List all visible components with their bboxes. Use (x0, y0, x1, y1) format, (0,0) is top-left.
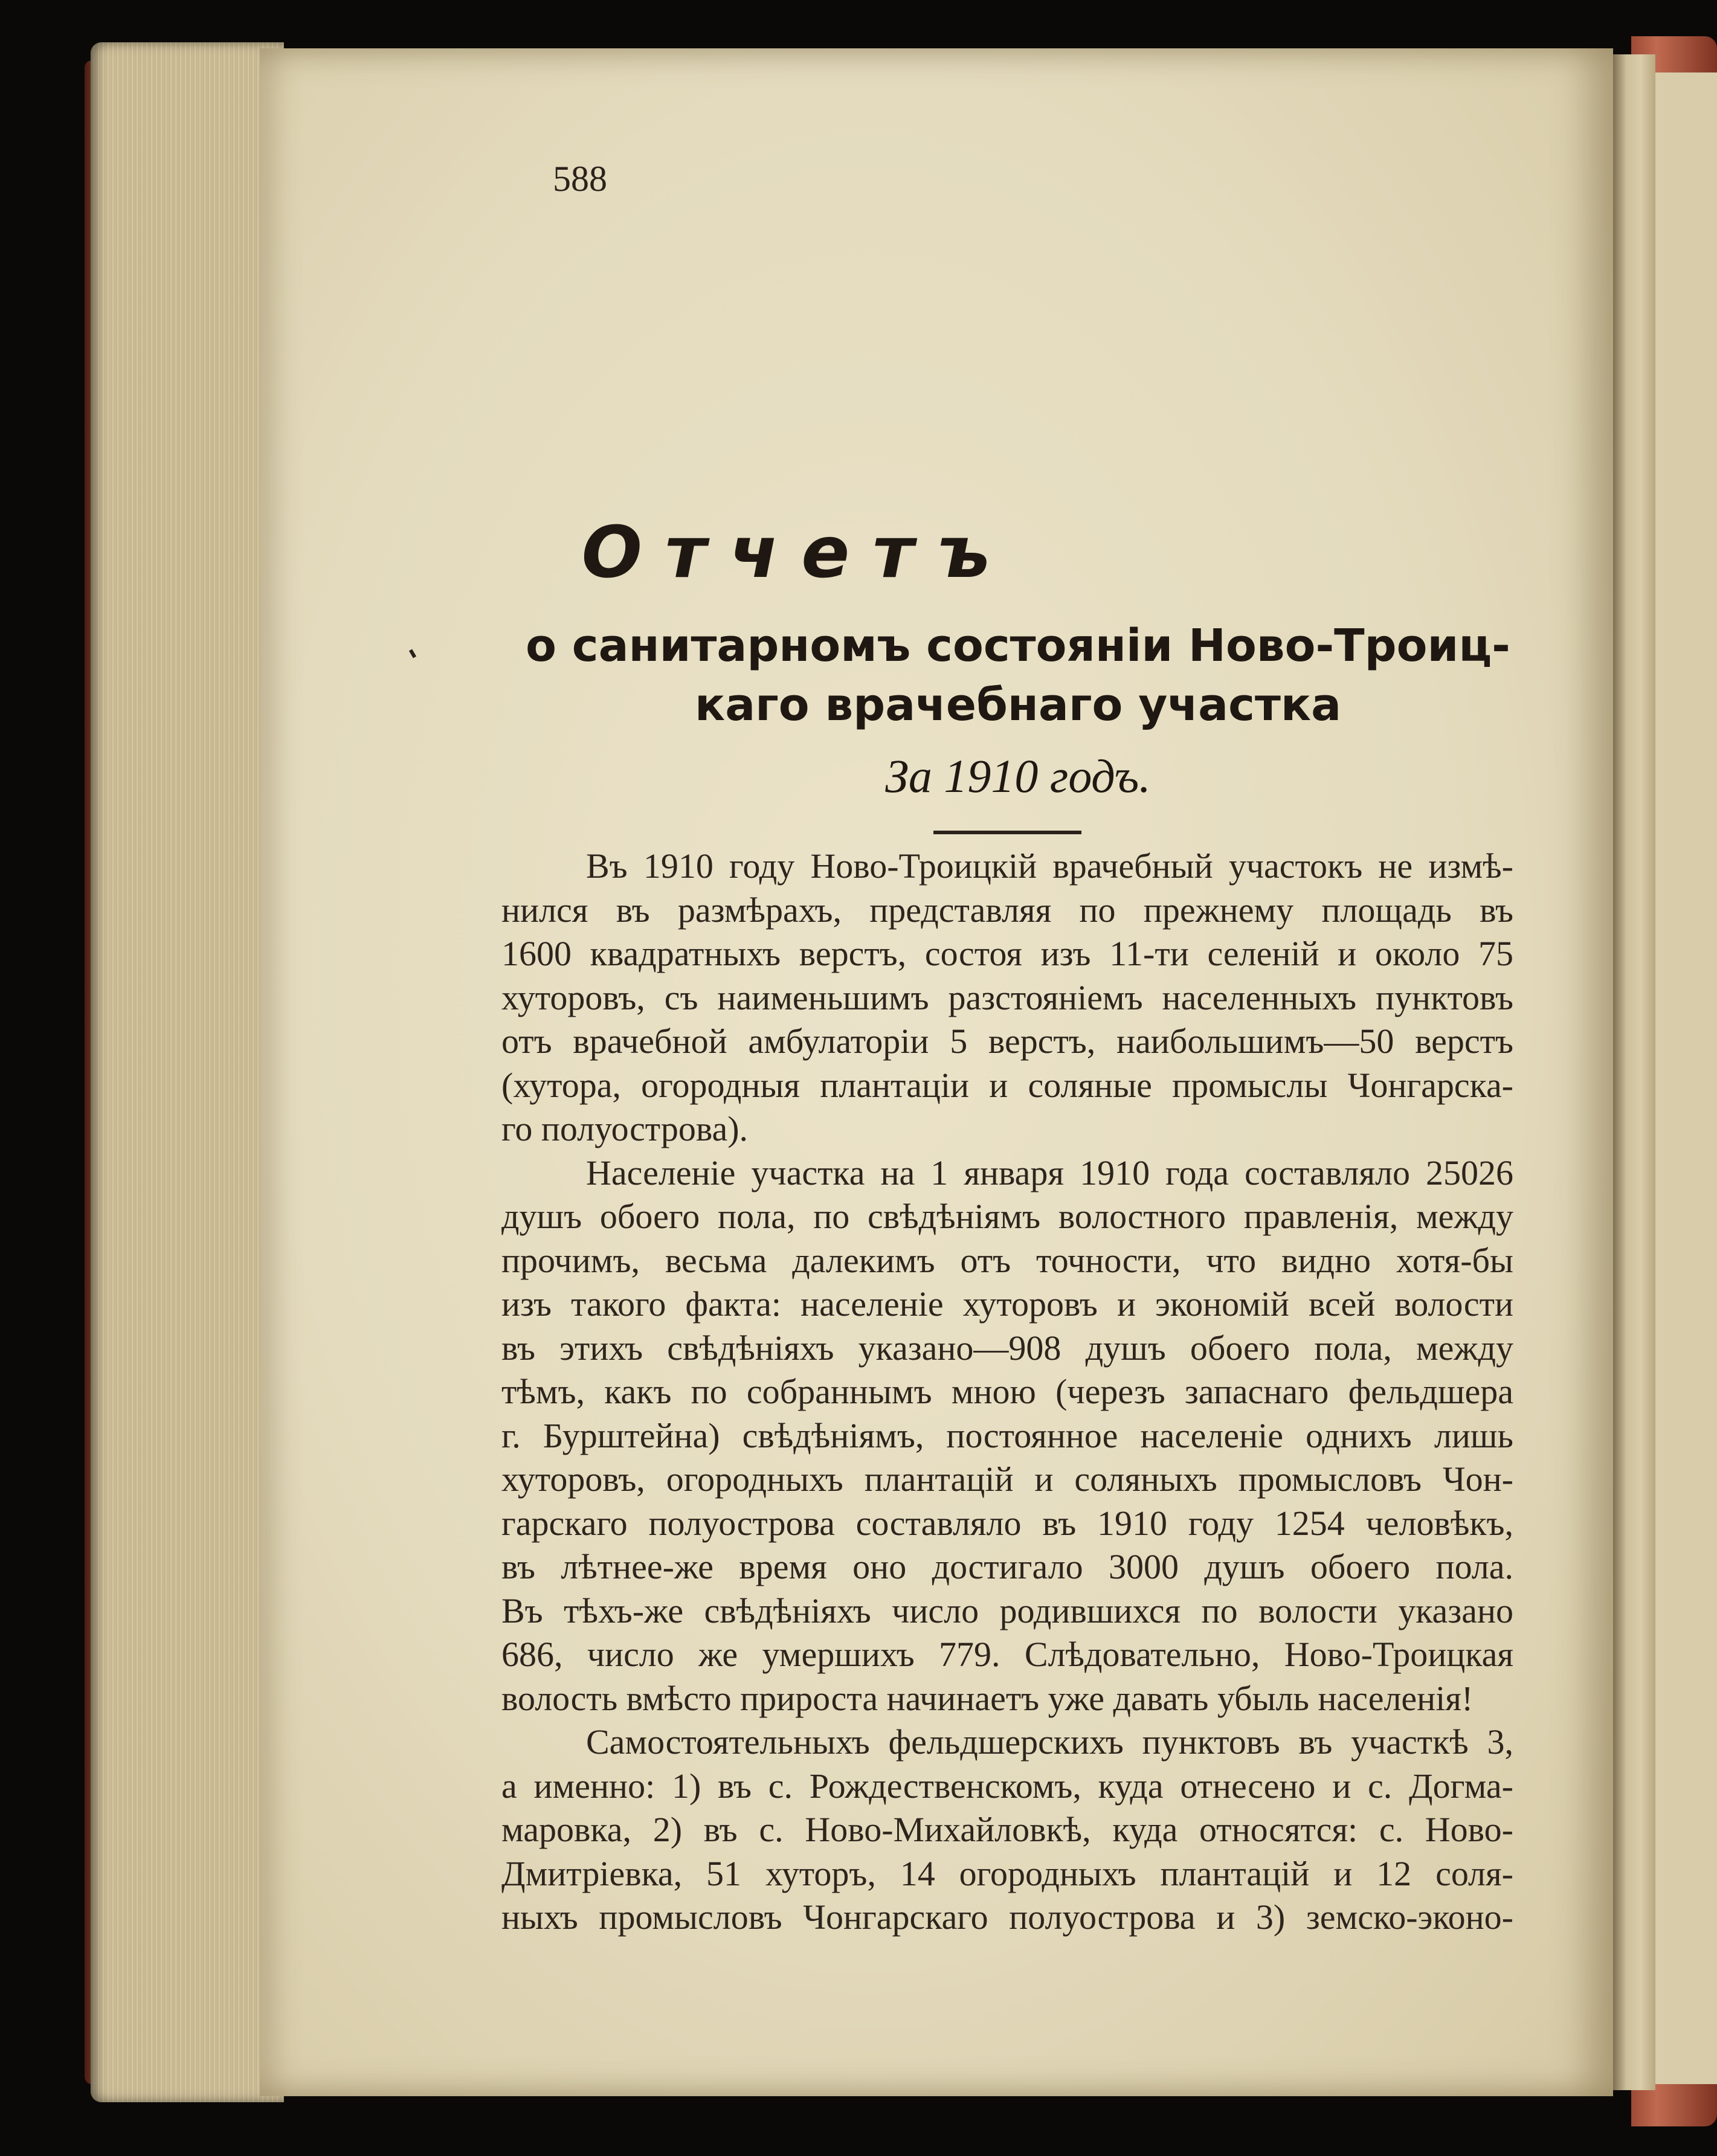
subtitle-line: о санитарномъ состоянiи Ново-Троиц- (526, 620, 1510, 672)
text-line: волость вмѣсто прироста начинаетъ уже давать убыль населенiя! (501, 1678, 1474, 1718)
page-title: Отчетъ (581, 510, 1014, 594)
paragraph (501, 845, 1513, 1151)
next-page-edge (1649, 72, 1717, 2084)
text-line: 1600 квадратныхъ верстъ, состоя изъ 11-ти селенiй и около 75 (501, 934, 1513, 973)
text-line: г. Бурштейна) свѣдѣнiямъ, постоянное населенiе однихъ лишь (501, 1415, 1513, 1455)
text-line: прочимъ, весьма далекимъ отъ точности, что видно хотя-бы (501, 1240, 1513, 1280)
text-line: тѣмъ, какъ по собраннымъ мною (черезъ запаснаго фельдшера (501, 1372, 1513, 1411)
text-line: душъ обоего пола, по свѣдѣнiямъ волостного правленiя, между (501, 1197, 1513, 1236)
text-line: а именно: 1) въ с. Рождественскомъ, куда отнесено и с. Догма- (501, 1766, 1513, 1806)
page-edges-left (91, 42, 284, 2102)
body-text (501, 845, 1513, 1940)
divider (933, 831, 1081, 834)
text-line: Населенiе участка на 1 января 1910 года составляло 25026 (586, 1153, 1513, 1192)
text-line: изъ такого факта: населенiе хуторовъ и экономiй всей волости (501, 1284, 1513, 1324)
page-edges-right (1607, 54, 1655, 2090)
text-line: нился въ размѣрахъ, представляя по прежнему площадь въ (501, 890, 1513, 930)
text-line: 686, число же умершихъ 779. Слѣдовательно, Ново-Троицкая (501, 1635, 1513, 1674)
text-line: го полуострова). (501, 1109, 749, 1148)
page-number: 588 (553, 159, 607, 199)
text-line: хуторовъ, съ наименьшимъ разстоянiемъ населенныхъ пунктовъ (501, 977, 1513, 1017)
text-line: отъ врачебной амбулаторiи 5 верстъ, наибольшимъ—50 верстъ (501, 1022, 1513, 1061)
text-line: Самостоятельныхъ фельдшерскихъ пунктовъ въ участкѣ 3, (586, 1722, 1513, 1762)
subtitle-line: каго врачебнаго участка (694, 679, 1342, 731)
paragraph (501, 1151, 1513, 1721)
year-heading: За 1910 годъ. (885, 750, 1151, 802)
page-subtitle (517, 616, 1519, 735)
text-line: (хутора, огородныя плантацiи и соляные промыслы Чонгарска- (501, 1065, 1513, 1105)
text-line: въ этихъ свѣдѣнiяхъ указано—908 душъ обоего пола, между (501, 1328, 1513, 1368)
text-line: гарскаго полуострова составляло въ 1910 году 1254 человѣкъ, (501, 1503, 1513, 1543)
text-line: Дмитрiевка, 51 хуторъ, 14 огородныхъ плантацiй и 12 соля- (501, 1853, 1513, 1893)
text-line: хуторовъ, огородныхъ плантацiй и соляныхъ промысловъ Чон- (501, 1459, 1513, 1499)
text-line: въ лѣтнее-же время оно достигало 3000 душъ обоего пола. (501, 1547, 1513, 1586)
text-line: маровка, 2) въ с. Ново-Михайловкѣ, куда относятся: с. Ново- (501, 1810, 1513, 1849)
text-line: Въ 1910 году Ново-Троицкiй врачебный участокъ не измѣ- (586, 846, 1513, 886)
text-line: Въ тѣхъ-же свѣдѣнiяхъ число родившихся по волости указано (501, 1591, 1513, 1630)
text-line: ныхъ промысловъ Чонгарскаго полуострова и 3) земско-эконо- (501, 1897, 1513, 1937)
paragraph (501, 1720, 1513, 1940)
